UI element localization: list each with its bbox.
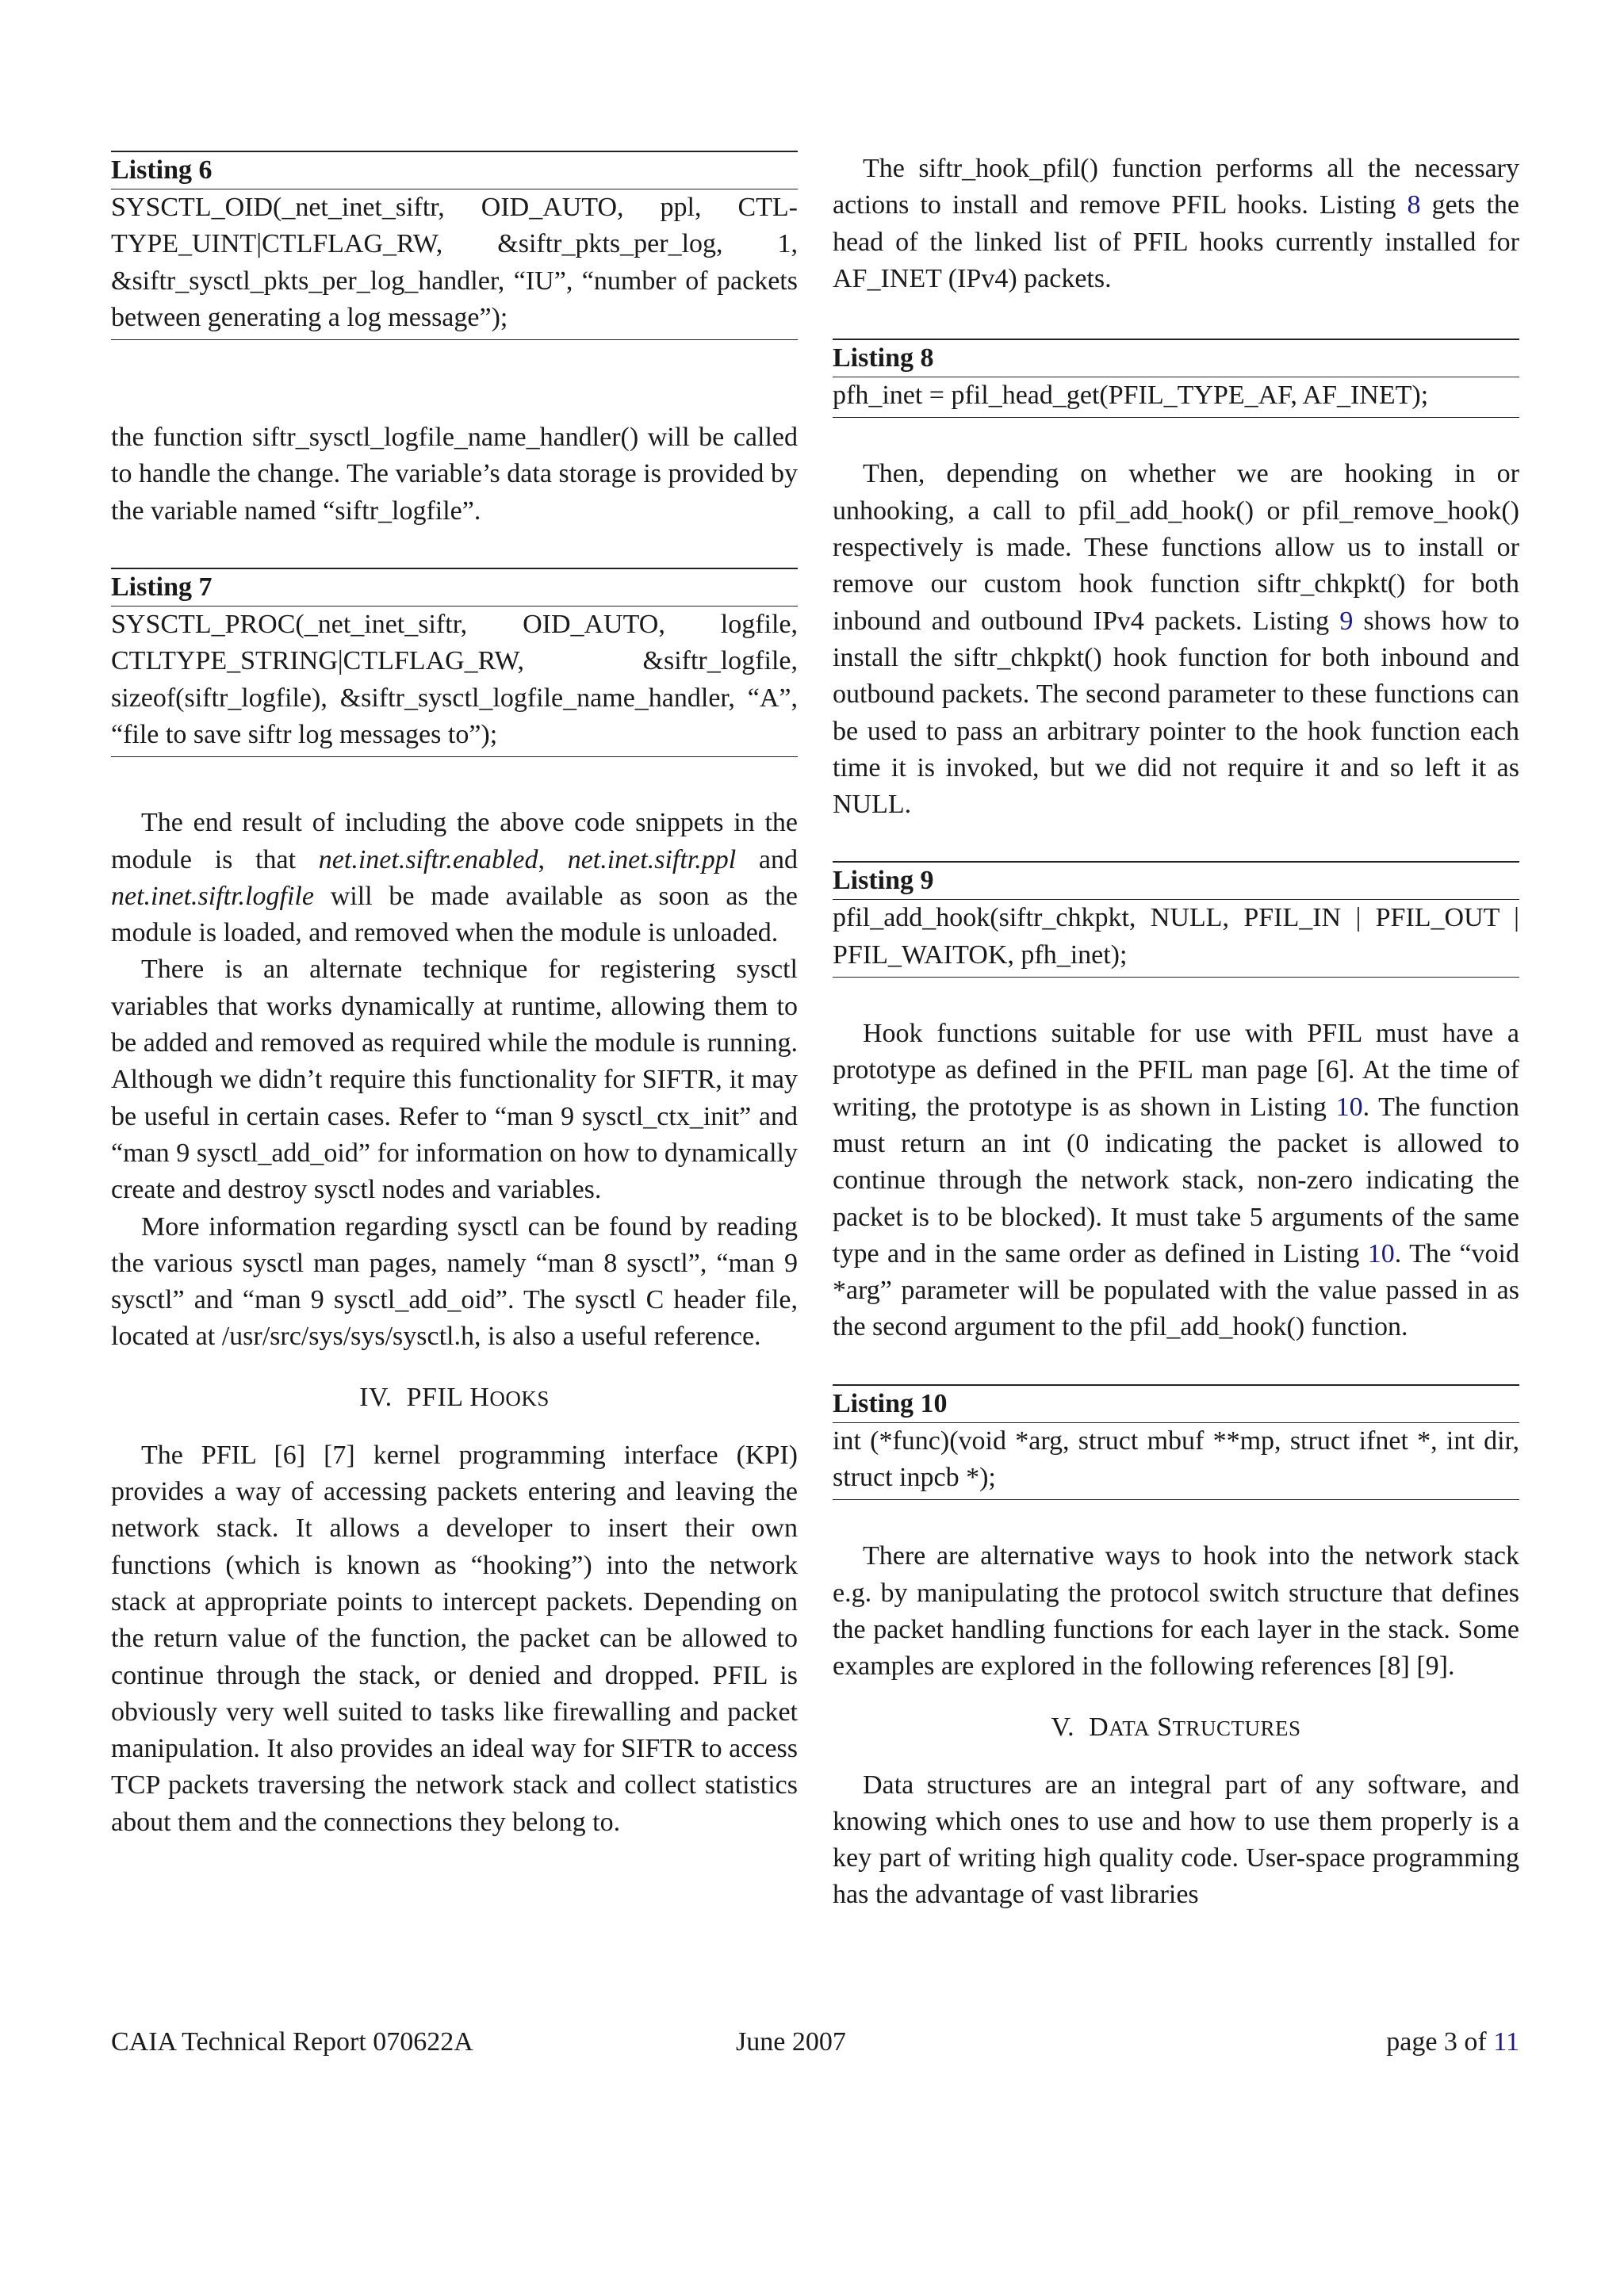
listing-9-code: pfil_add_hook(siftr_chkpkt, NULL, PFIL_IN | PFIL_OUT | PFIL_WAITOK, pfh_inet);: [833, 903, 1519, 970]
listing-9-ref[interactable]: 9: [1339, 606, 1354, 636]
footer-date: June 2007: [736, 2027, 846, 2057]
left-paragraph-3: There is an alternate technique for registering sysctl variables that works dynamically at runtime, allowing them to be added and removed as required while the module is running. Although we didn’t require this functionality for SIFTR, it may be useful in certain cases. Refer to “man 9 sysctl_ctx_init” and “man 9 sysctl_add_oid” for information on how to dynamically create and destroy sysctl nodes and variables.: [111, 955, 798, 1205]
sysctl-ppl: net.inet.siftr.ppl: [567, 844, 737, 874]
listing-7-title: Listing 7: [111, 569, 798, 607]
left-paragraph-4: More information regarding sysctl can be found by reading the various sysctl man pages, namely “man 8 sysctl”, “man 9 sysctl” and “man 9 sysctl_add_oid”. The sysctl C header file, located at /usr/src/sys/sys/sysctl.h, is also a useful reference.: [111, 1211, 798, 1352]
left-paragraph-2: The end result of including the above code snippets in the module is that net.inet.siftr.enabled, net.inet.siftr.ppl and net.inet.siftr.logfile will be made available as soon as the module is loaded, and removed when the module is unloaded.: [111, 808, 799, 948]
right-paragraph-3: Hook functions suitable for use with PFIL must have a prototype as defined in the PFIL man page [6]. At the time of writing, the prototype is as shown in Listing 10. The function must return an int (0 indicating the packet is allowed to continue through the network stack, non-zero indicating the packet is to be blocked). It must take 5 arguments of the same type and in the same order as defined in Listing 10. The “void *arg” parameter will be populated with the value passed in as the second argument to the pfil_add_hook() function.: [833, 1019, 1519, 1342]
listing-9: [833, 861, 1519, 978]
listing-8: [833, 339, 1519, 418]
right-paragraph-2: Then, depending on whether we are hooking in or unhooking, a call to pfil_add_hook() or pfil_remove_hook() respectively is made. These functions allow us to install or remove our custom hook function siftr_chkpkt() for both inbound and outbound IPv4 packets. Listing 9 shows how to install the siftr_chkpkt() hook function for both inbound and outbound packets. The second parameter to these functions can be used to pass an arbitrary pointer to the hook function each time it is invoked, but we did not require it and so left it as NULL.: [833, 459, 1519, 820]
left-column: [111, 151, 798, 1841]
listing-7: [111, 568, 798, 757]
listing-10-title: Listing 10: [833, 1386, 1519, 1423]
right-paragraph-5: Data structures are an integral part of any software, and knowing which ones to use and how to use them properly is a key part of writing high quality code. User-space programming has the advantage of vast libraries: [833, 1770, 1519, 1910]
listing-8-ref[interactable]: 8: [1407, 190, 1421, 220]
listing-7-code: SYSCTL_PROC(_net_inet_siftr, OID_AUTO, logfile, CTLTYPE_STRING|CTLFLAG_RW, &siftr_logfile, sizeof(siftr_logfile), &siftr_sysctl_logfile_name_handler, “A”, “file to save siftr log messages to”);: [111, 610, 798, 749]
listing-10: [833, 1384, 1519, 1501]
section-heading-pfil-hooks: IV. PFIL HOOKS: [359, 1382, 550, 1412]
total-pages-link[interactable]: 11: [1493, 2027, 1519, 2057]
right-column: [833, 151, 1519, 1914]
listing-10-code: int (*func)(void *arg, struct mbuf **mp, struct ifnet *, int dir, struct inpcb *);: [833, 1425, 1519, 1493]
listing-6: [111, 151, 798, 340]
sysctl-logfile: net.inet.siftr.logfile: [111, 881, 314, 911]
footer-page-number: page 3 of 11: [1386, 2027, 1519, 2057]
listing-9-title: Listing 9: [833, 863, 1519, 900]
left-paragraph-5: The PFIL [6] [7] kernel programming interface (KPI) provides a way of accessing packets entering and leaving the network stack. It allows a developer to insert their own functions (which is known as “hooking”) into the network stack at appropriate points to intercept packets. Depending on the return value of the function, the packet can be allowed to continue through the stack, or denied and dropped. PFIL is obviously very well suited to tasks like firewalling and packet manipulation. It also provides an ideal way for SIFTR to access TCP packets traversing the network stack and collect statistics about them and the connections they belong to.: [111, 1440, 798, 1837]
listing-8-title: Listing 8: [833, 340, 1519, 377]
listing-10-ref-2[interactable]: 10: [1367, 1238, 1395, 1269]
listing-6-title: Listing 6: [111, 152, 798, 189]
section-heading-data-structures: V. DATA STRUCTURES: [1051, 1712, 1301, 1742]
listing-6-code: SYSCTL_OID(_net_inet_siftr, OID_AUTO, ppl, CTL-TYPE_UINT|CTLFLAG_RW, &siftr_pkts_per_log, 1, &siftr_sysctl_pkts_per_log_handler, “IU”, “number of packets between generating a log message”);: [111, 193, 798, 332]
sysctl-enabled: net.inet.siftr.enabled: [318, 844, 538, 874]
listing-8-code: pfh_inet = pfil_head_get(PFIL_TYPE_AF, AF_INET);: [833, 381, 1429, 411]
right-paragraph-4: There are alternative ways to hook into the network stack e.g. by manipulating the protocol switch structure that defines the packet handling functions for each layer in the stack. Some examples are explored in the following references [8] [9].: [833, 1541, 1519, 1682]
right-paragraph-1: The siftr_hook_pfil() function performs all the necessary actions to install and remove PFIL hooks. Listing 8 gets the head of the linked list of PFIL hooks currently installed for AF_INET (IPv4) packets.: [833, 154, 1519, 293]
listing-10-ref-1[interactable]: 10: [1335, 1092, 1363, 1122]
footer-report-id: CAIA Technical Report 070622A: [111, 2027, 473, 2057]
left-paragraph-1: the function siftr_sysctl_logfile_name_handler() will be called to handle the change. The variable’s data storage is provided by the variable named “siftr_logfile”.: [111, 423, 798, 526]
